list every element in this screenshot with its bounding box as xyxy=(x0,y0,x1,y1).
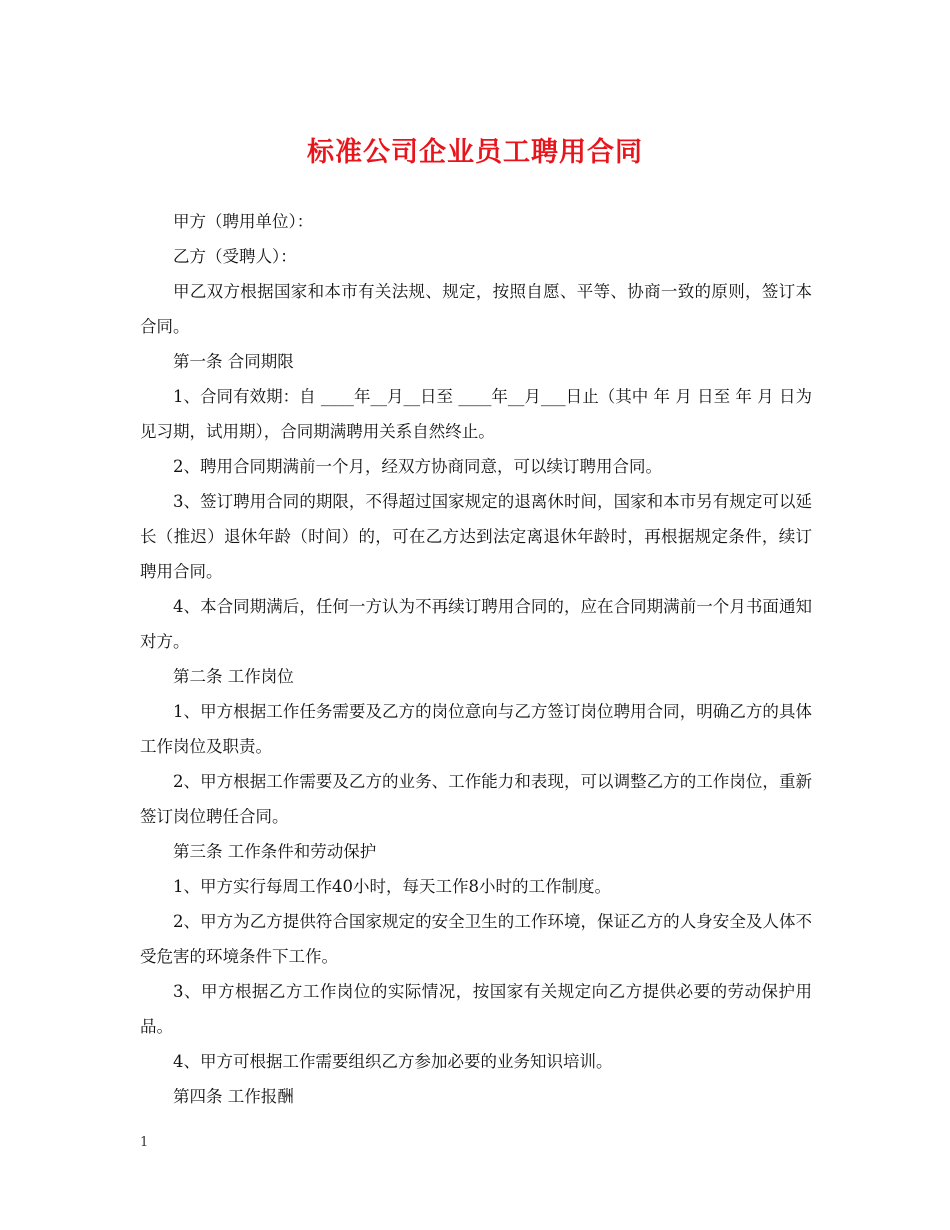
party-a-line: 甲方（聘用单位）： xyxy=(173,212,314,231)
document-title: 标准公司企业员工聘用合同 xyxy=(307,137,643,168)
article-3-clause-2: 2、甲方为乙方提供符合国家规定的安全卫生的工作环境，保证乙方的人身安全及人体不受危害的环境条件下工作。 xyxy=(140,912,812,966)
article-2-clause-1: 1、甲方根据工作任务需要及乙方的岗位意向与乙方签订岗位聘用合同，明确乙方的具体工作岗位及职责。 xyxy=(140,702,812,756)
article-1-clause-4: 4、本合同期满后，任何一方认为不再续订聘用合同的，应在合同期满前一个月书面通知对方。 xyxy=(140,597,812,651)
article-4-heading: 第四条 工作报酬 xyxy=(173,1087,294,1106)
page-number: 1 xyxy=(140,1135,149,1150)
preamble-paragraph: 甲乙双方根据国家和本市有关法规、规定，按照自愿、平等、协商一致的原则，签订本合同。 xyxy=(140,282,812,336)
article-3-heading: 第三条 工作条件和劳动保护 xyxy=(173,842,377,861)
article-3-clause-1: 1、甲方实行每周工作40小时，每天工作8小时的工作制度。 xyxy=(173,877,611,896)
article-1-heading: 第一条 合同期限 xyxy=(173,352,294,371)
article-1-clause-2: 2、聘用合同期满前一个月，经双方协商同意，可以续订聘用合同。 xyxy=(173,457,662,476)
article-1-clause-1: 1、合同有效期：自 ____年__月__日至 ____年__月___日止（其中 年 月 日至 年 月 日为见习期，试用期），合同期满聘用关系自然终止。 xyxy=(140,387,812,441)
article-2-clause-2: 2、甲方根据工作需要及乙方的业务、工作能力和表现，可以调整乙方的工作岗位，重新签订岗位聘任合同。 xyxy=(140,772,812,826)
article-2-heading: 第二条 工作岗位 xyxy=(173,667,294,686)
party-b-line: 乙方（受聘人）： xyxy=(173,247,297,266)
document-body xyxy=(140,204,812,1114)
article-1-clause-3: 3、签订聘用合同的期限，不得超过国家规定的退离休时间，国家和本市另有规定可以延长（推迟）退休年龄（时间）的，可在乙方达到法定离退休年龄时，再根据规定条件，续订聘用合同。 xyxy=(140,492,812,581)
article-3-clause-3: 3、甲方根据乙方工作岗位的实际情况，按国家有关规定向乙方提供必要的劳动保护用品。 xyxy=(140,982,812,1036)
article-3-clause-4: 4、甲方可根据工作需要组织乙方参加必要的业务知识培训。 xyxy=(173,1052,613,1071)
